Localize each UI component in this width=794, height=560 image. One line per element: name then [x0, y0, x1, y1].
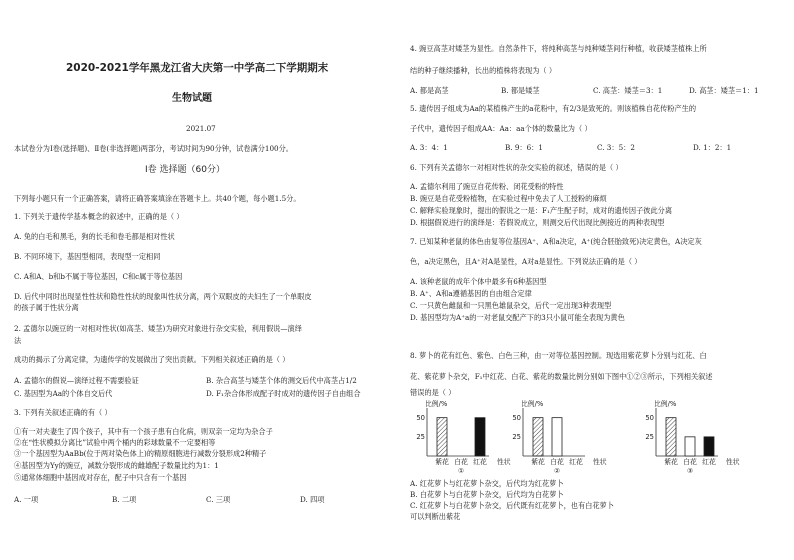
q2-option-a: A. 孟德尔的假说—演绎过程不需要验证: [14, 376, 139, 385]
q4-option-b: B. 都是矮茎: [501, 86, 540, 95]
q7-option-a: A. 该种老鼠的成年个体中最多有6种基因型: [410, 277, 547, 286]
y-tick-label: 25: [512, 433, 521, 442]
y-tick-label: 50: [512, 414, 521, 423]
q8-option-c: C. 红花萝卜与白花萝卜杂交，后代既有红花萝卜，也有白花萝卜: [410, 501, 614, 510]
exam-date: 2021.07: [186, 124, 216, 133]
y-tick-label: 25: [645, 433, 654, 442]
q8-option-a: A. 红花萝卜与红花萝卜杂交，后代均为红花萝卜: [410, 479, 564, 488]
x-tick-label: 白花: [683, 458, 697, 466]
q6-option-a: A. 孟德尔利用了豌豆自花传粉、闭花受粉的特性: [410, 182, 564, 191]
y-tick-label: 50: [416, 414, 425, 423]
q5-option-b: B. 9：6：1: [505, 143, 543, 152]
q5-stem: 5. 遗传因子组成为Aa的某植株产生的a花粉中，有2/3是致死的。则该植株自花传粉产生的: [410, 104, 697, 113]
q6-option-d: D. 根据假说进行的演绎是：若假说成立，则测交后代出现比例接近的两种表现型: [410, 218, 665, 227]
x-tick-label: 白花: [550, 458, 564, 466]
section-instruction: 下列每小题只有一个正确答案，请将正确答案填涂在答题卡上。共40个题，每小题1.5分。: [14, 194, 301, 203]
q8-option-b: B. 白花萝卜与白花萝卜杂交，后代均为白花萝卜: [410, 490, 564, 499]
bar-紫花: [666, 418, 676, 456]
q7-option-c: C. 一只黄色雌鼠和一只黑色雄鼠杂交，后代一定出现3种表现型: [410, 301, 612, 310]
q7-option-b: B. A⁺、A和a遵循基因的自由组合定律: [410, 289, 532, 298]
x-tick-label: 白花: [454, 458, 468, 466]
chart-svg: [509, 398, 619, 478]
x-tick-label: 紫花: [531, 458, 545, 466]
q5-stem-cont: 子代中，遗传因子组成AA：Aa：aa个体的数量比为（ ）: [410, 124, 592, 133]
q2-stem: 2. 孟德尔以豌豆的一对相对性状(如高茎、矮茎)为研究对象进行杂交实验，利用假说—演绎: [14, 324, 302, 333]
q6-stem: 6. 下列有关孟德尔一对相对性状的杂交实验的叙述，错误的是（ ）: [410, 163, 623, 172]
x-tick-label: 紫花: [435, 458, 449, 466]
chart-svg: [642, 398, 752, 478]
right-column: [397, 0, 794, 560]
q7-option-d: D. 基因型均为A⁺a的一对老鼠交配产下的3只小鼠可能全表现为黄色: [410, 313, 625, 322]
q4-stem: 4. 豌豆高茎对矮茎为显性。自然条件下，将纯种高茎与纯种矮茎间行种植，收获矮茎植株上所: [410, 44, 707, 53]
q4-option-c: C. 高茎：矮茎＝3：1: [593, 86, 663, 95]
q4-option-d: D. 高茎：矮茎＝1：1: [689, 86, 759, 95]
q3-item-5: ⑤通常体细胞中基因成对存在，配子中只含有一个基因: [14, 473, 187, 482]
q1-option-c: C. A和A、b和b不属于等位基因，C和c属于等位基因: [14, 272, 183, 281]
x-axis-label: 性状: [497, 458, 511, 466]
chart-marker: ①: [457, 467, 465, 475]
chart-marker: ②: [553, 467, 561, 475]
q8-stem-cont: 花、紫花萝卜杂交，F₁中红花、白花、紫花的数量比例分别如下图中①②③所示，下列相关叙述: [410, 372, 713, 381]
bar-红花: [475, 418, 485, 456]
y-axis-label: 比例/%: [521, 400, 544, 408]
q1-option-a: A. 兔的白毛和黑毛，狗的长毛和卷毛都是相对性状: [14, 232, 175, 241]
x-tick-label: 红花: [702, 458, 716, 466]
y-tick-label: 25: [416, 433, 425, 442]
q1-option-d-cont: 的孩子属于性状分离: [14, 303, 79, 312]
q1-stem: 1. 下列关于遗传学基本概念的叙述中，正确的是（ ）: [14, 212, 184, 221]
x-tick-label: 紫花: [664, 458, 678, 466]
y-axis-label: 比例/%: [425, 400, 448, 408]
exam-title: 2020-2021学年黑龙江省大庆第一中学高二下学期期末: [66, 62, 329, 74]
q2-stem-cont2: 成功的揭示了分离定律，为遗传学的发展做出了突出贡献。下列相关叙述正确的是（ ）: [14, 355, 290, 364]
q3-option-c: C. 三项: [206, 495, 231, 504]
q4-option-a: A. 都是高茎: [410, 86, 449, 95]
q7-stem: 7. 已知某种老鼠的体色由复等位基因A⁺、A和a决定，A⁺(纯合胚胎致死)决定黄色，A决定灰: [410, 237, 702, 246]
section-title: Ⅰ卷 选择题（60分）: [145, 165, 225, 175]
q6-option-b: B. 豌豆是自花受粉植物，在实验过程中免去了人工授粉的麻烦: [410, 194, 607, 203]
q1-option-d: D. 后代中同时出现显性性状和隐性性状的现象叫性状分离，两个双眼皮的夫妇生了一个单眼皮: [14, 292, 312, 301]
y-tick-label: 50: [645, 414, 654, 423]
q1-option-b: B. 不同环境下，基因型相同，表现型一定相同: [14, 252, 161, 261]
q2-option-b: B. 杂合高茎与矮茎个体的测交后代中高茎占1/2: [206, 376, 357, 385]
q3-item-4: ④基因型为Yy的豌豆，减数分裂形成的雌雄配子数量比约为1：1: [14, 461, 219, 470]
q2-stem-cont: 法: [14, 336, 22, 345]
q4-stem-cont: 结的种子继续播种，长出的植株将表现为（ ）: [410, 66, 557, 75]
q3-item-1: ①有一对夫妻生了四个孩子，其中有一个孩子患有白化病，则双亲一定均为杂合子: [14, 427, 273, 436]
q3-option-b: B. 二项: [112, 495, 137, 504]
y-axis-label: 比例/%: [654, 400, 677, 408]
x-axis-label: 性状: [726, 458, 740, 466]
q8-stem: 8. 萝卜的花有红色、紫色、白色三种，由一对等位基因控制。现选用紫花萝卜分别与红花、白: [410, 351, 707, 360]
q2-option-c: C. 基因型为Aa的个体自交后代: [14, 389, 113, 398]
q3-stem: 3. 下列有关叙述正确的有（ ）: [14, 408, 112, 417]
bar-红花: [704, 437, 714, 456]
q6-option-c: C. 解释实验现象时，提出的假说之一是：F₁产生配子时，成对的遗传因子彼此分离: [410, 206, 673, 215]
q8-stem-cont2: 错误的是（ ）: [410, 388, 456, 397]
q5-option-d: D. 1：2：1: [693, 143, 732, 152]
q3-item-2: ②在“性状模拟分离比”试验中两个桶内的彩球数量不一定要相等: [14, 438, 216, 447]
x-tick-label: 红花: [569, 458, 583, 466]
x-tick-label: 红花: [473, 458, 487, 466]
chart-svg: [413, 398, 523, 478]
q3-item-3: ③一个基因型为AaBb(位于两对染色体上)的精原细胞进行减数分裂形成2种精子: [14, 449, 267, 458]
q2-option-d: D. F₁杂合体形成配子时成对的遗传因子自由组合: [206, 389, 361, 398]
q8-option-c-cont: 可以判断出紫花: [410, 512, 461, 521]
exam-intro: 本试卷分为Ⅰ卷(选择题)、Ⅱ卷(非选择题)两部分，考试时间为90分钟，试卷满分100分。: [14, 144, 293, 153]
q7-stem-cont: 色，a决定黑色，且A⁺对A是显性，A对a是显性。下列说法正确的是（ ）: [410, 257, 642, 266]
bar-紫花: [437, 418, 447, 456]
q5-option-c: C. 3：5：2: [597, 143, 635, 152]
q5-option-a: A. 3：4：1: [410, 143, 448, 152]
q3-option-a: A. 一项: [14, 495, 39, 504]
q3-option-d: D. 四项: [300, 495, 325, 504]
exam-subtitle: 生物试题: [172, 93, 212, 104]
bar-白花: [552, 418, 562, 456]
bar-白花: [685, 437, 695, 456]
bar-紫花: [533, 418, 543, 456]
x-axis-label: 性状: [593, 458, 607, 466]
chart-marker: ③: [686, 467, 694, 475]
